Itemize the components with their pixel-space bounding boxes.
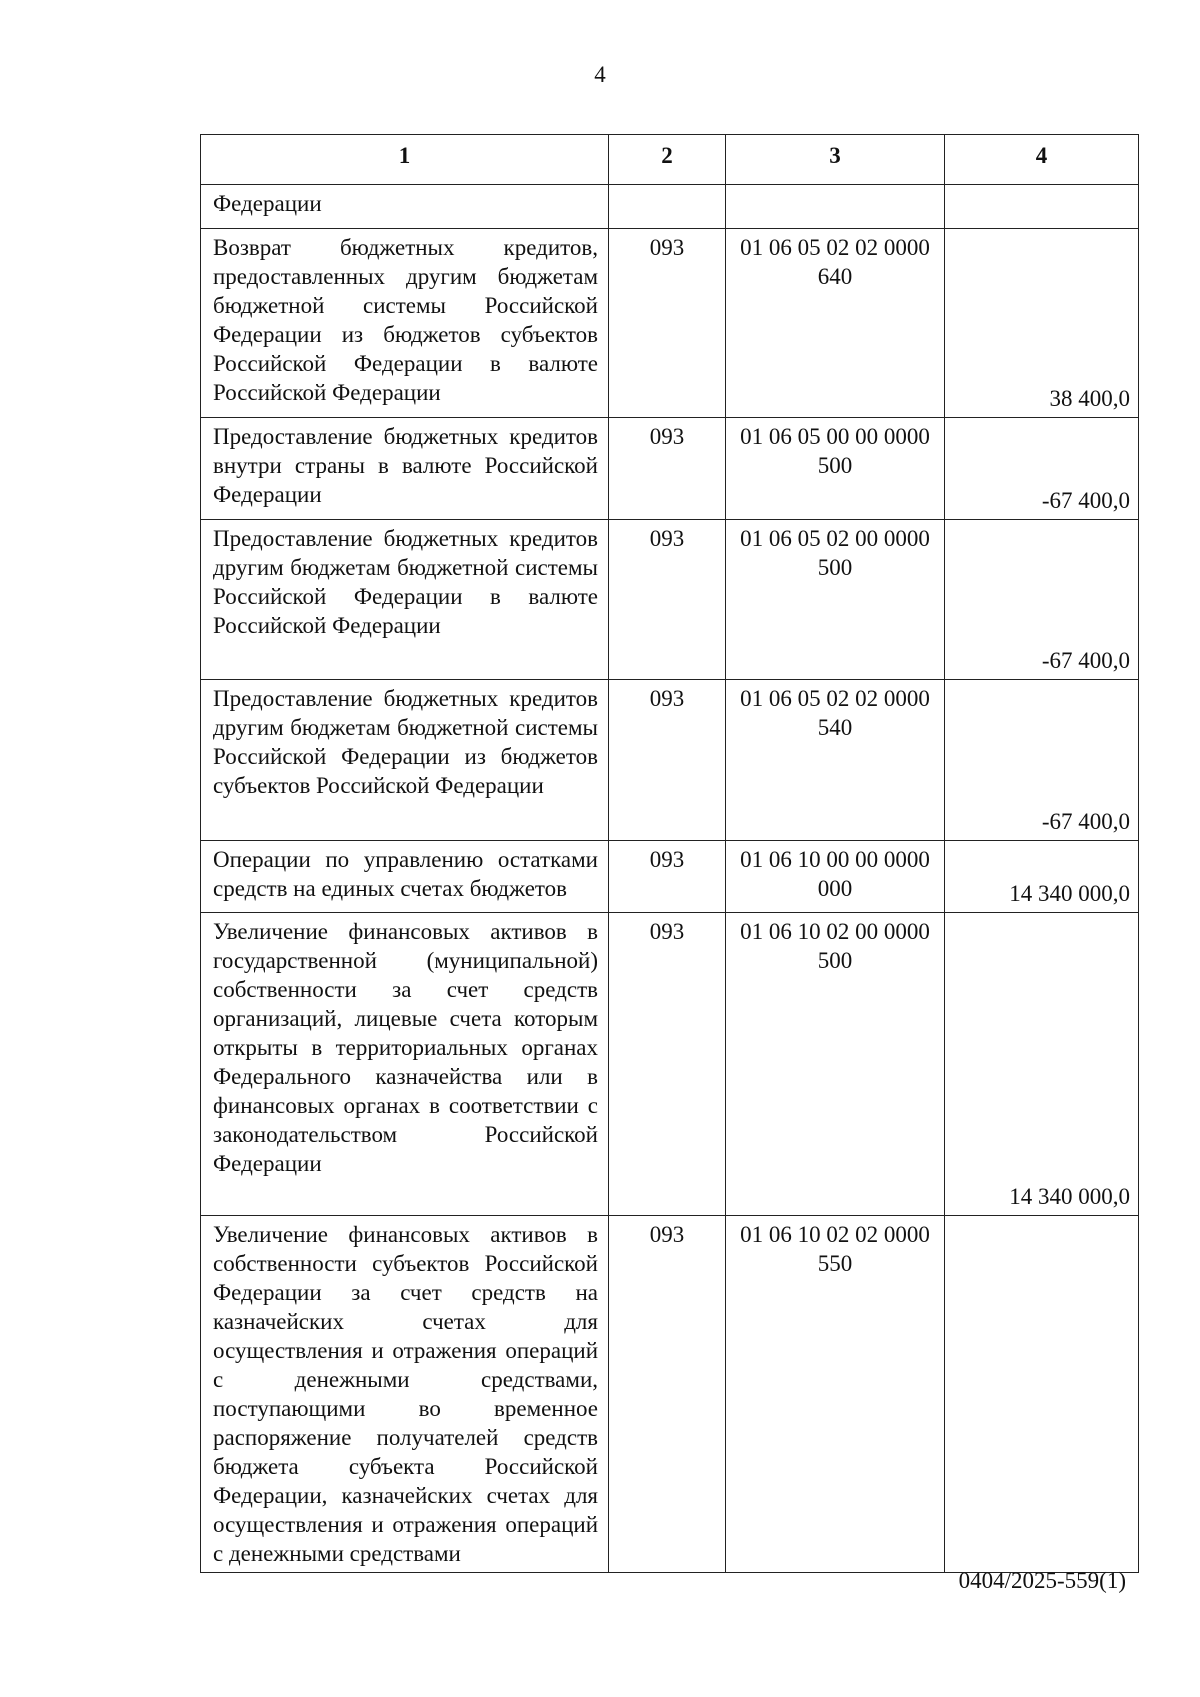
row-classification-code: 01 06 10 02 02 0000 550	[726, 1216, 945, 1573]
table-row	[201, 520, 1139, 680]
row-classification-code: 01 06 10 02 00 0000 500	[726, 913, 945, 1216]
row-classification-code	[726, 185, 945, 229]
document-registration-code: 0404/2025-559(1)	[958, 1568, 1126, 1593]
header-col-2: 2	[609, 135, 726, 185]
row-classification-code: 01 06 05 02 00 0000 500	[726, 520, 945, 680]
page-number: 4	[594, 62, 606, 87]
row-description: Предоставление бюджетных кредитов другим бюджетам бюджетной системы Российской Федерации из бюджетов субъектов Российской Федерации	[201, 680, 609, 841]
table-header-row	[201, 135, 1139, 185]
row-amount: -67 400,0	[945, 418, 1139, 520]
row-amount: 14 340 000,0	[945, 913, 1139, 1216]
header-col-3: 3	[726, 135, 945, 185]
table-row	[201, 913, 1139, 1216]
row-admin-code	[609, 185, 726, 229]
row-admin-code: 093	[609, 520, 726, 680]
row-description: Возврат бюджетных кредитов, предоставленных другим бюджетам бюджетной системы Российской Федерации из бюджетов субъектов Российской Федерации в валюте Российской Федерации	[201, 229, 609, 418]
row-amount: 38 400,0	[945, 229, 1139, 418]
row-classification-code: 01 06 05 02 02 0000 640	[726, 229, 945, 418]
table-row	[201, 418, 1139, 520]
row-admin-code: 093	[609, 680, 726, 841]
row-amount: -67 400,0	[945, 520, 1139, 680]
row-amount	[945, 185, 1139, 229]
row-classification-code: 01 06 05 00 00 0000 500	[726, 418, 945, 520]
row-description: Операции по управлению остатками средств на единых счетах бюджетов	[201, 841, 609, 913]
table-row	[201, 185, 1139, 229]
table-row	[201, 229, 1139, 418]
row-description: Предоставление бюджетных кредитов другим бюджетам бюджетной системы Российской Федерации в валюте Российской Федерации	[201, 520, 609, 680]
row-description: Предоставление бюджетных кредитов внутри страны в валюте Российской Федерации	[201, 418, 609, 520]
table-row	[201, 841, 1139, 913]
row-admin-code: 093	[609, 913, 726, 1216]
row-description: Увеличение финансовых активов в государственной (муниципальной) собственности за счет средств организаций, лицевые счета которым открыты в территориальных органах Федерального казначейства или в финансовых органах в соответствии с законодательством Российской Федерации	[201, 913, 609, 1216]
row-classification-code: 01 06 05 02 02 0000 540	[726, 680, 945, 841]
row-amount	[945, 1216, 1139, 1573]
table-row	[201, 680, 1139, 841]
row-admin-code: 093	[609, 1216, 726, 1573]
header-col-4: 4	[945, 135, 1139, 185]
row-amount: -67 400,0	[945, 680, 1139, 841]
table-row	[201, 1216, 1139, 1573]
header-col-1: 1	[201, 135, 609, 185]
row-classification-code: 01 06 10 00 00 0000 000	[726, 841, 945, 913]
budget-table	[200, 134, 1139, 1573]
row-admin-code: 093	[609, 229, 726, 418]
row-amount: 14 340 000,0	[945, 841, 1139, 913]
row-description: Федерации	[201, 185, 609, 229]
row-admin-code: 093	[609, 841, 726, 913]
row-description: Увеличение финансовых активов в собственности субъектов Российской Федерации за счет средств на казначейских счетах для осуществления и отражения операций с денежными средствами, поступающими во временное распоряжение получателей средств бюджета субъекта Российской Федерации, казначейских счетах для осуществления и отражения операций с денежными средствами	[201, 1216, 609, 1573]
row-admin-code: 093	[609, 418, 726, 520]
